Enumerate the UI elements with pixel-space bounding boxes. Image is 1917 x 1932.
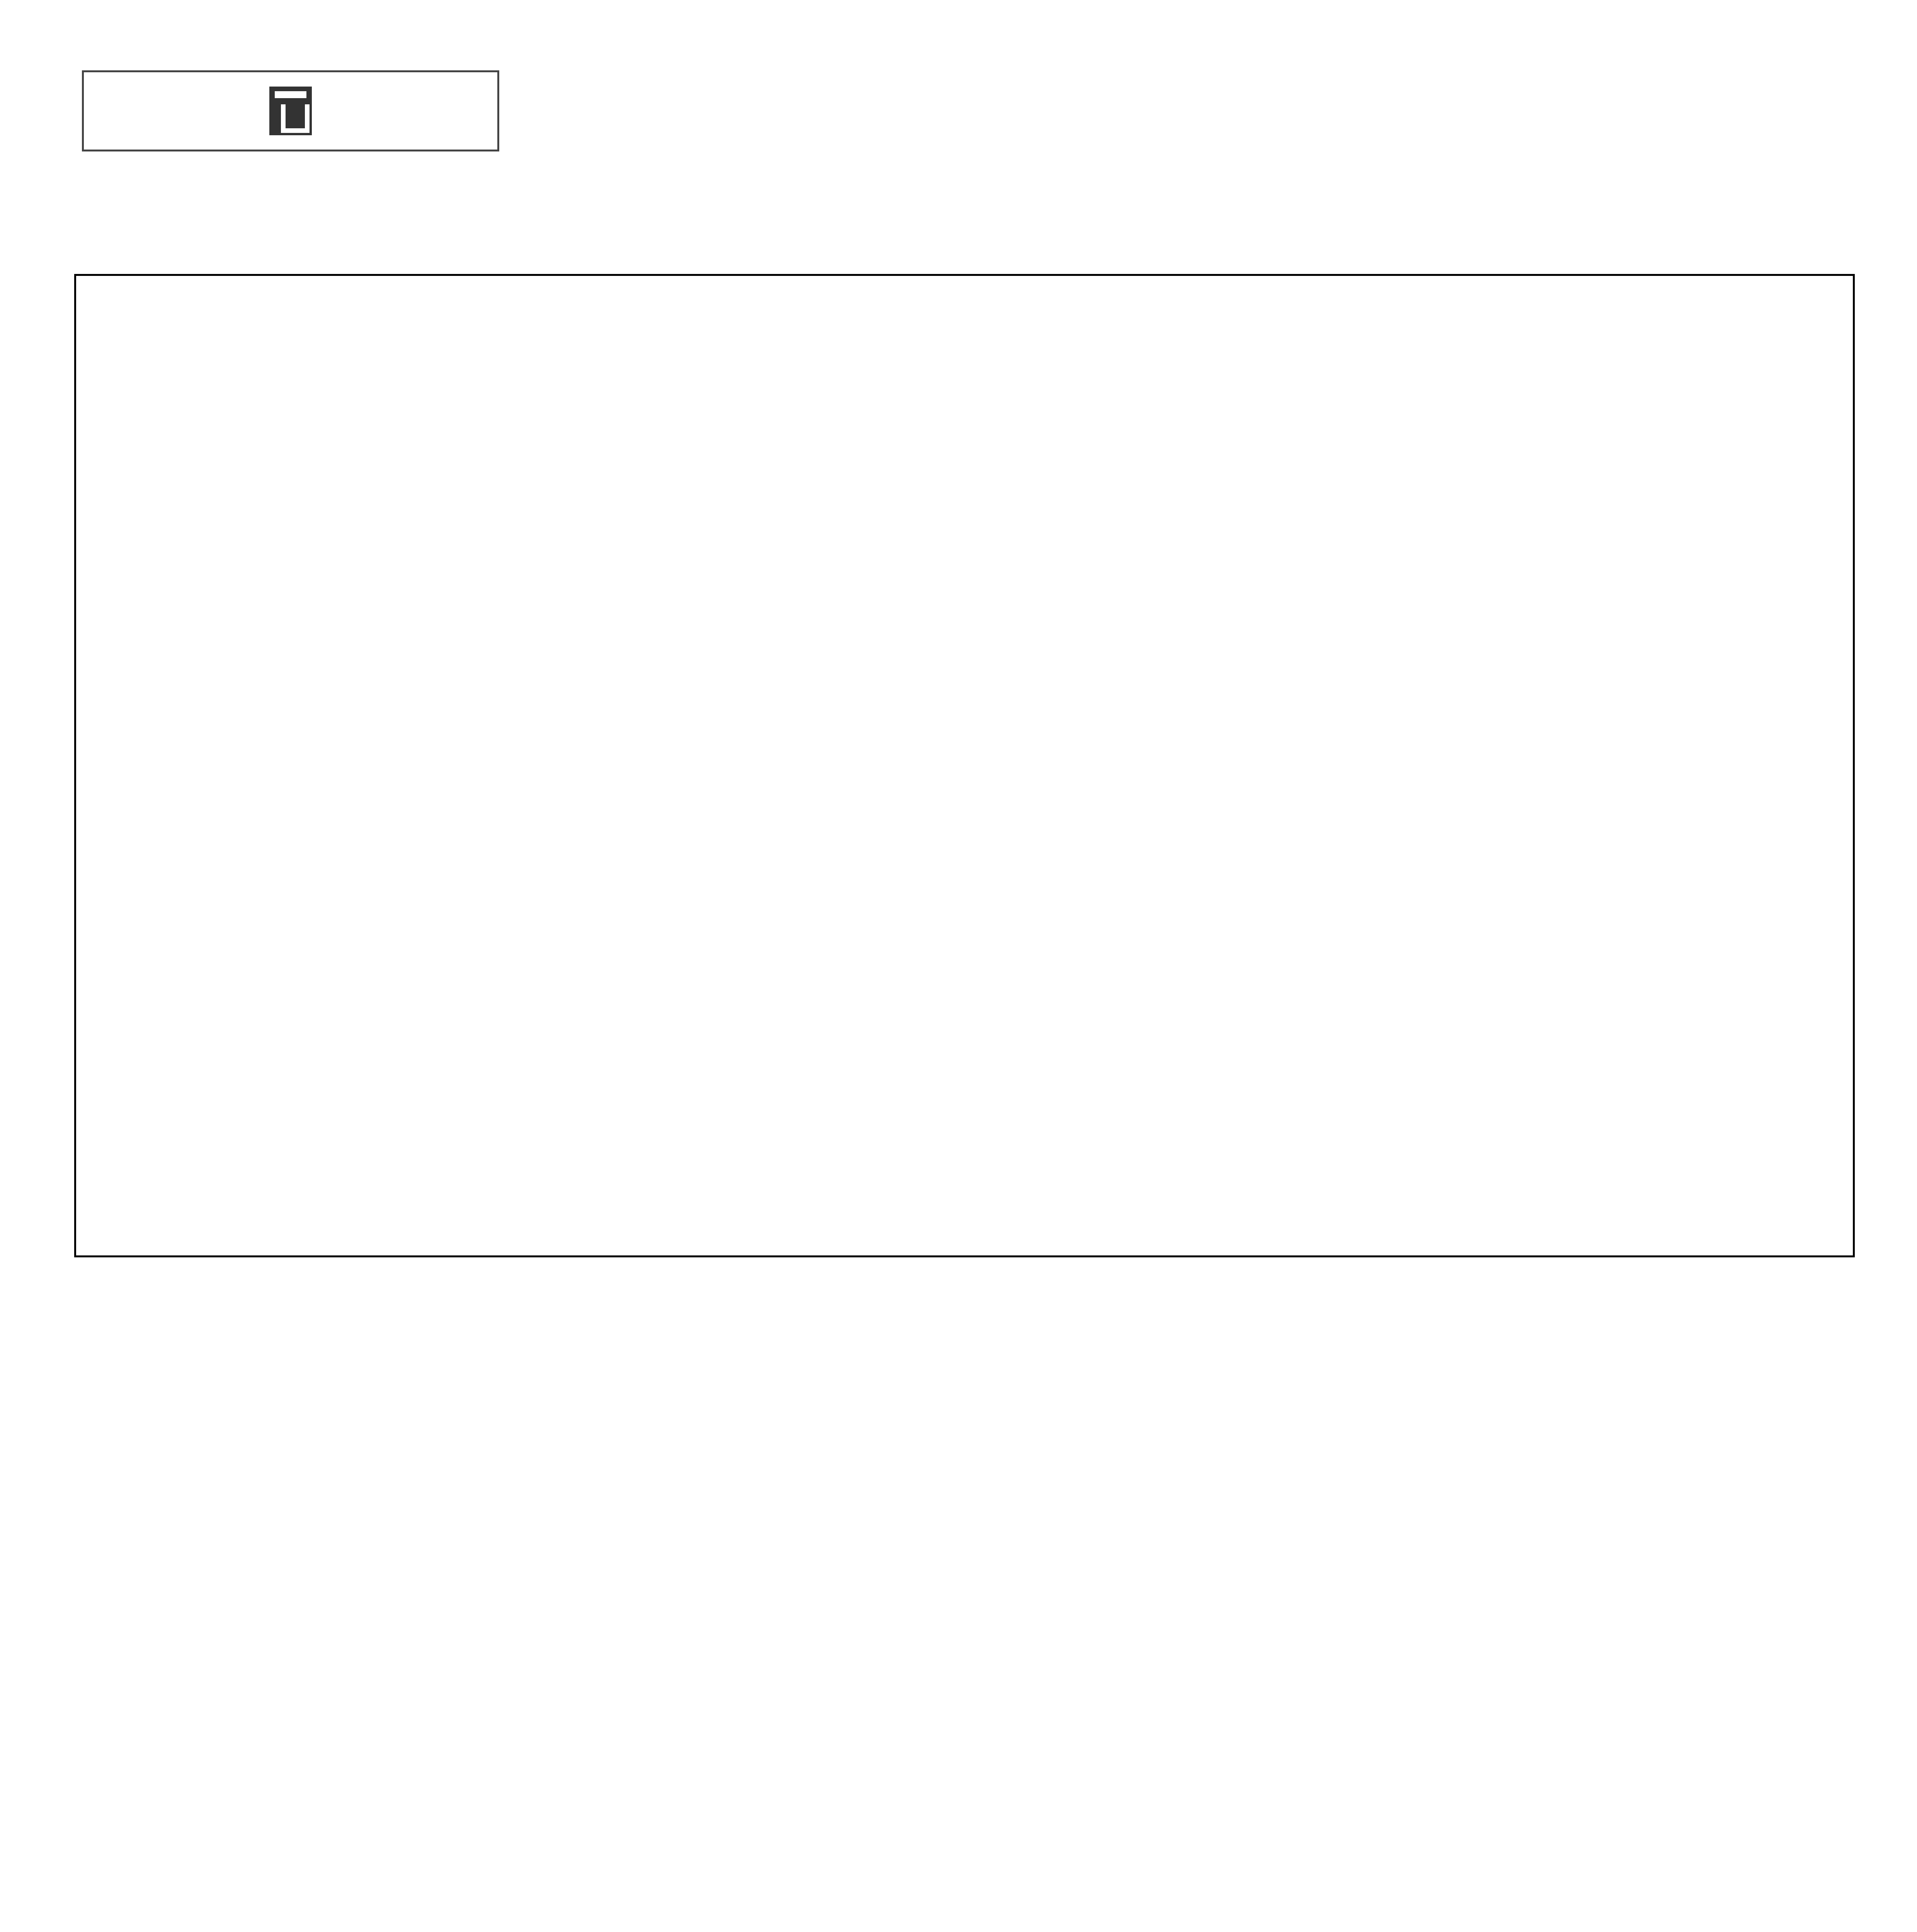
price-cell (1855, 840, 1859, 875)
price-cell (1855, 910, 1859, 947)
price-cell (1577, 840, 1704, 875)
price-cell (1855, 722, 1859, 768)
spec-cell (604, 722, 777, 910)
capacity-cell (259, 803, 441, 840)
price-cell (1577, 1017, 1704, 1053)
header-warranty (1286, 361, 1454, 722)
header-capacity (259, 276, 441, 722)
spec-cell (1116, 722, 1286, 910)
price-cell (1855, 947, 1859, 984)
header-type (76, 276, 259, 722)
price-cell (1577, 947, 1704, 984)
spec-cell (604, 910, 777, 1053)
price-cell (1704, 840, 1855, 875)
capacity-cell (259, 1017, 441, 1053)
spec-cell (946, 910, 1116, 1053)
fortress-logo (82, 70, 499, 151)
spec-cell (946, 722, 1116, 910)
price-cell (1577, 984, 1704, 1017)
price-cell (1704, 984, 1855, 1017)
glass-cell (1116, 910, 1286, 1053)
header-inverter-type (1577, 361, 1704, 722)
price-cell (1855, 803, 1859, 840)
spec-cell (441, 722, 604, 910)
header-window-opening (1116, 361, 1286, 722)
price-cell (1577, 803, 1704, 840)
price-cell (1704, 910, 1855, 947)
price-cell (1577, 722, 1704, 768)
spec-title (441, 276, 1577, 361)
price-cell (1855, 984, 1859, 1017)
spec-cell (777, 722, 946, 910)
price-cell (1855, 875, 1859, 910)
price-cell (1704, 875, 1855, 910)
price-cell (1577, 768, 1704, 803)
spec-cell (777, 910, 946, 1053)
header-insulator (604, 361, 777, 722)
capacity-cell (259, 910, 441, 947)
capacity-cell (259, 768, 441, 803)
spec-cell (1286, 910, 1454, 1053)
header-warm-type (1704, 361, 1855, 722)
header-drain-pipe (946, 361, 1116, 722)
price-cell (1704, 803, 1855, 840)
fortress-tower-icon (269, 87, 312, 135)
price-cell (1855, 768, 1859, 803)
capacity-cell (259, 875, 441, 910)
type-windows-split (76, 910, 259, 1053)
price-table (74, 274, 1855, 1257)
capacity-cell (259, 722, 441, 768)
spec-cell (441, 910, 604, 1053)
price-cell (1855, 1017, 1859, 1053)
price-title (1577, 276, 1857, 361)
price-cell (1577, 910, 1704, 947)
header-connecting-wire (777, 361, 946, 722)
price-cell (1704, 768, 1855, 803)
type-wall-mount (76, 722, 259, 910)
capacity-cell (259, 947, 441, 984)
price-cell (1577, 875, 1704, 910)
price-cell (1704, 947, 1855, 984)
capacity-cell (259, 840, 441, 875)
header-surface-pipe (441, 361, 604, 722)
price-cell (1704, 1017, 1855, 1053)
header-cool-type (1454, 361, 1577, 722)
spec-cell (1286, 722, 1454, 910)
capacity-cell (259, 984, 441, 1017)
price-cell (1704, 722, 1855, 768)
